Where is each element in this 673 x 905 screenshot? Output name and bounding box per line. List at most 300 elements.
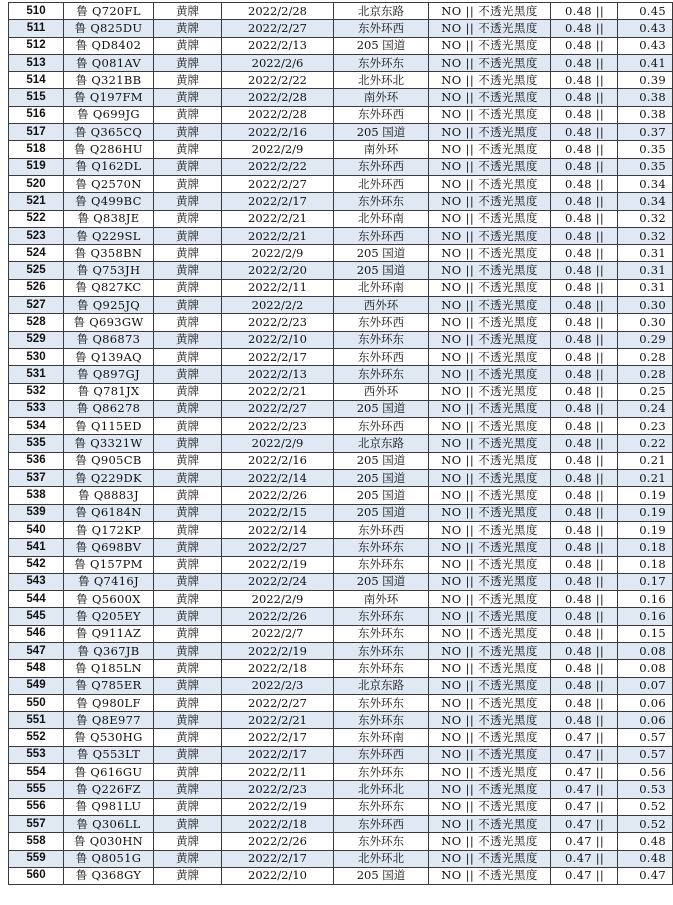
detection-method-cell: NO || 不透光黑度 [429,348,551,365]
plate-color-cell: 黄牌 [154,591,222,608]
row-number-cell: 527 [9,297,64,314]
detection-date-cell: 2022/2/27 [222,694,334,711]
value-measured-cell: 0.31 [618,245,673,262]
value-limit-cell: 0.48 || [551,348,618,365]
detection-method-cell: NO || 不透光黑度 [429,642,551,659]
table-row [9,608,673,625]
detection-method-cell: NO || 不透光黑度 [429,867,551,884]
value-limit-cell: 0.48 || [551,383,618,400]
plate-number-cell: 鲁 Q693GW [64,314,154,331]
location-cell: 北外环北 [334,850,429,867]
plate-color-cell: 黄牌 [154,106,222,123]
value-limit-cell: 0.48 || [551,89,618,106]
detection-method-cell: NO || 不透光黑度 [429,54,551,71]
detection-date-cell: 2022/2/22 [222,72,334,89]
row-number-cell: 542 [9,556,64,573]
plate-number-cell: 鲁 Q530HG [64,729,154,746]
row-number-cell: 514 [9,72,64,89]
plate-color-cell: 黄牌 [154,383,222,400]
row-number-cell: 524 [9,245,64,262]
plate-number-cell: 鲁 Q720FL [64,3,154,20]
location-cell: 北京东路 [334,3,429,20]
detection-method-cell: NO || 不透光黑度 [429,781,551,798]
value-limit-cell: 0.48 || [551,366,618,383]
detection-method-cell: NO || 不透光黑度 [429,245,551,262]
detection-method-cell: NO || 不透光黑度 [429,141,551,158]
value-limit-cell: 0.48 || [551,106,618,123]
plate-number-cell: 鲁 Q699JG [64,106,154,123]
location-cell: 北京东路 [334,677,429,694]
value-limit-cell: 0.48 || [551,20,618,37]
row-number-cell: 512 [9,37,64,54]
location-cell: 205 国道 [334,470,429,487]
detection-method-cell: NO || 不透光黑度 [429,314,551,331]
plate-color-cell: 黄牌 [154,20,222,37]
value-limit-cell: 0.47 || [551,867,618,884]
location-cell: 东外环东 [334,694,429,711]
detection-method-cell: NO || 不透光黑度 [429,521,551,538]
detection-method-cell: NO || 不透光黑度 [429,694,551,711]
value-limit-cell: 0.47 || [551,850,618,867]
table-row [9,781,673,798]
value-limit-cell: 0.48 || [551,660,618,677]
detection-date-cell: 2022/2/19 [222,798,334,815]
detection-date-cell: 2022/2/22 [222,158,334,175]
value-limit-cell: 0.48 || [551,158,618,175]
row-number-cell: 534 [9,418,64,435]
row-number-cell: 543 [9,573,64,590]
plate-number-cell: 鲁 Q115ED [64,418,154,435]
detection-method-cell: NO || 不透光黑度 [429,106,551,123]
value-measured-cell: 0.52 [618,815,673,832]
table-row [9,227,673,244]
table-row [9,314,673,331]
value-measured-cell: 0.21 [618,470,673,487]
value-measured-cell: 0.57 [618,729,673,746]
plate-color-cell: 黄牌 [154,539,222,556]
row-number-cell: 521 [9,193,64,210]
table-row [9,383,673,400]
table-row [9,124,673,141]
table-row [9,833,673,850]
detection-date-cell: 2022/2/21 [222,210,334,227]
plate-number-cell: 鲁 Q5600X [64,591,154,608]
location-cell: 东外环东 [334,660,429,677]
value-limit-cell: 0.48 || [551,175,618,192]
plate-number-cell: 鲁 Q321BB [64,72,154,89]
location-cell: 北外环南 [334,279,429,296]
detection-date-cell: 2022/2/23 [222,314,334,331]
table-row [9,418,673,435]
detection-method-cell: NO || 不透光黑度 [429,175,551,192]
location-cell: 205 国道 [334,245,429,262]
table-row [9,677,673,694]
table-row [9,815,673,832]
table-row [9,694,673,711]
value-measured-cell: 0.47 [618,867,673,884]
value-limit-cell: 0.48 || [551,625,618,642]
detection-date-cell: 2022/2/11 [222,764,334,781]
detection-method-cell: NO || 不透光黑度 [429,37,551,54]
value-limit-cell: 0.48 || [551,539,618,556]
location-cell: 东外环西 [334,746,429,763]
row-number-cell: 544 [9,591,64,608]
value-limit-cell: 0.48 || [551,54,618,71]
location-cell: 205 国道 [334,504,429,521]
detection-date-cell: 2022/2/14 [222,521,334,538]
value-measured-cell: 0.35 [618,158,673,175]
plate-number-cell: 鲁 Q197FM [64,89,154,106]
value-limit-cell: 0.47 || [551,798,618,815]
table-row [9,850,673,867]
plate-color-cell: 黄牌 [154,400,222,417]
value-measured-cell: 0.35 [618,141,673,158]
location-cell: 东外环西 [334,815,429,832]
plate-color-cell: 黄牌 [154,193,222,210]
detection-date-cell: 2022/2/11 [222,279,334,296]
location-cell: 205 国道 [334,262,429,279]
value-measured-cell: 0.32 [618,210,673,227]
table-row [9,279,673,296]
row-number-cell: 556 [9,798,64,815]
row-number-cell: 515 [9,89,64,106]
plate-number-cell: 鲁 Q827KC [64,279,154,296]
plate-number-cell: 鲁 Q229SL [64,227,154,244]
location-cell: 西外环 [334,383,429,400]
plate-number-cell: 鲁 Q753JH [64,262,154,279]
plate-number-cell: 鲁 Q911AZ [64,625,154,642]
location-cell: 北外环南 [334,210,429,227]
plate-color-cell: 黄牌 [154,833,222,850]
detection-date-cell: 2022/2/13 [222,37,334,54]
detection-method-cell: NO || 不透光黑度 [429,279,551,296]
value-measured-cell: 0.18 [618,556,673,573]
row-number-cell: 531 [9,366,64,383]
value-measured-cell: 0.53 [618,781,673,798]
plate-number-cell: 鲁 Q8883J [64,487,154,504]
value-measured-cell: 0.48 [618,833,673,850]
plate-color-cell: 黄牌 [154,746,222,763]
row-number-cell: 550 [9,694,64,711]
value-measured-cell: 0.43 [618,37,673,54]
detection-date-cell: 2022/2/26 [222,608,334,625]
detection-method-cell: NO || 不透光黑度 [429,400,551,417]
plate-number-cell: 鲁 Q226FZ [64,781,154,798]
detection-method-cell: NO || 不透光黑度 [429,262,551,279]
plate-color-cell: 黄牌 [154,297,222,314]
value-measured-cell: 0.37 [618,124,673,141]
detection-date-cell: 2022/2/6 [222,54,334,71]
plate-color-cell: 黄牌 [154,677,222,694]
row-number-cell: 549 [9,677,64,694]
location-cell: 东外环西 [334,158,429,175]
table-row [9,141,673,158]
detection-date-cell: 2022/2/27 [222,539,334,556]
location-cell: 东外环东 [334,625,429,642]
plate-color-cell: 黄牌 [154,781,222,798]
detection-method-cell: NO || 不透光黑度 [429,729,551,746]
detection-method-cell: NO || 不透光黑度 [429,366,551,383]
row-number-cell: 555 [9,781,64,798]
location-cell: 东外环东 [334,642,429,659]
value-limit-cell: 0.48 || [551,141,618,158]
row-number-cell: 545 [9,608,64,625]
table-row [9,867,673,884]
detection-date-cell: 2022/2/21 [222,227,334,244]
value-limit-cell: 0.48 || [551,712,618,729]
value-limit-cell: 0.48 || [551,608,618,625]
location-cell: 东外环西 [334,348,429,365]
value-measured-cell: 0.57 [618,746,673,763]
plate-number-cell: 鲁 Q825DU [64,20,154,37]
table-row [9,504,673,521]
location-cell: 东外环东 [334,833,429,850]
value-measured-cell: 0.25 [618,383,673,400]
location-cell: 东外环东 [334,366,429,383]
plate-color-cell: 黄牌 [154,158,222,175]
location-cell: 东外环西 [334,20,429,37]
row-number-cell: 530 [9,348,64,365]
value-measured-cell: 0.08 [618,660,673,677]
detection-method-cell: NO || 不透光黑度 [429,470,551,487]
value-measured-cell: 0.16 [618,608,673,625]
detection-date-cell: 2022/2/9 [222,435,334,452]
location-cell: 205 国道 [334,487,429,504]
plate-number-cell: 鲁 Q86278 [64,400,154,417]
location-cell: 东外环东 [334,539,429,556]
value-measured-cell: 0.41 [618,54,673,71]
value-measured-cell: 0.07 [618,677,673,694]
value-measured-cell: 0.19 [618,521,673,538]
detection-date-cell: 2022/2/9 [222,245,334,262]
table-row [9,297,673,314]
location-cell: 东外环西 [334,418,429,435]
detection-date-cell: 2022/2/3 [222,677,334,694]
table-row [9,331,673,348]
row-number-cell: 554 [9,764,64,781]
table-row [9,193,673,210]
row-number-cell: 553 [9,746,64,763]
detection-method-cell: NO || 不透光黑度 [429,815,551,832]
detection-method-cell: NO || 不透光黑度 [429,746,551,763]
value-limit-cell: 0.48 || [551,556,618,573]
value-limit-cell: 0.48 || [551,279,618,296]
table-row [9,660,673,677]
value-measured-cell: 0.18 [618,539,673,556]
value-measured-cell: 0.38 [618,106,673,123]
value-measured-cell: 0.34 [618,175,673,192]
detection-method-cell: NO || 不透光黑度 [429,210,551,227]
detection-method-cell: NO || 不透光黑度 [429,764,551,781]
location-cell: 东外环东 [334,798,429,815]
plate-number-cell: 鲁 Q306LL [64,815,154,832]
detection-method-cell: NO || 不透光黑度 [429,124,551,141]
row-number-cell: 536 [9,452,64,469]
location-cell: 205 国道 [334,400,429,417]
table-row [9,3,673,20]
location-cell: 东外环东 [334,712,429,729]
location-cell: 北外环北 [334,781,429,798]
plate-number-cell: 鲁 Q229DK [64,470,154,487]
detection-date-cell: 2022/2/18 [222,815,334,832]
plate-color-cell: 黄牌 [154,37,222,54]
row-number-cell: 510 [9,3,64,20]
location-cell: 东外环西 [334,106,429,123]
plate-number-cell: 鲁 Q185LN [64,660,154,677]
value-measured-cell: 0.06 [618,712,673,729]
value-limit-cell: 0.48 || [551,3,618,20]
plate-color-cell: 黄牌 [154,245,222,262]
row-number-cell: 532 [9,383,64,400]
plate-number-cell: 鲁 Q553LT [64,746,154,763]
value-limit-cell: 0.47 || [551,833,618,850]
row-number-cell: 557 [9,815,64,832]
value-measured-cell: 0.24 [618,400,673,417]
plate-number-cell: 鲁 Q162DL [64,158,154,175]
table-row [9,262,673,279]
detection-method-cell: NO || 不透光黑度 [429,660,551,677]
location-cell: 205 国道 [334,573,429,590]
row-number-cell: 522 [9,210,64,227]
plate-number-cell: 鲁 Q139AQ [64,348,154,365]
plate-color-cell: 黄牌 [154,556,222,573]
value-limit-cell: 0.47 || [551,764,618,781]
table-row [9,539,673,556]
value-measured-cell: 0.52 [618,798,673,815]
plate-color-cell: 黄牌 [154,418,222,435]
table-row [9,556,673,573]
location-cell: 东外环南 [334,729,429,746]
plate-number-cell: 鲁 Q8E977 [64,712,154,729]
table-row [9,20,673,37]
value-limit-cell: 0.48 || [551,262,618,279]
plate-color-cell: 黄牌 [154,72,222,89]
table-row [9,591,673,608]
plate-color-cell: 黄牌 [154,262,222,279]
detection-date-cell: 2022/2/17 [222,193,334,210]
plate-number-cell: 鲁 Q897GJ [64,366,154,383]
plate-color-cell: 黄牌 [154,470,222,487]
location-cell: 东外环西 [334,314,429,331]
plate-number-cell: 鲁 Q980LF [64,694,154,711]
plate-color-cell: 黄牌 [154,314,222,331]
value-measured-cell: 0.43 [618,20,673,37]
detection-date-cell: 2022/2/2 [222,297,334,314]
detection-method-cell: NO || 不透光黑度 [429,227,551,244]
value-limit-cell: 0.48 || [551,694,618,711]
detection-method-cell: NO || 不透光黑度 [429,297,551,314]
value-limit-cell: 0.48 || [551,400,618,417]
plate-number-cell: 鲁 Q905CB [64,452,154,469]
value-measured-cell: 0.28 [618,366,673,383]
value-limit-cell: 0.47 || [551,815,618,832]
value-limit-cell: 0.48 || [551,193,618,210]
value-measured-cell: 0.32 [618,227,673,244]
plate-color-cell: 黄牌 [154,124,222,141]
value-measured-cell: 0.21 [618,452,673,469]
detection-date-cell: 2022/2/9 [222,141,334,158]
location-cell: 北外环北 [334,72,429,89]
row-number-cell: 559 [9,850,64,867]
detection-date-cell: 2022/2/21 [222,712,334,729]
table-row [9,746,673,763]
detection-date-cell: 2022/2/21 [222,383,334,400]
plate-number-cell: 鲁 Q8051G [64,850,154,867]
value-limit-cell: 0.47 || [551,746,618,763]
value-limit-cell: 0.47 || [551,781,618,798]
plate-color-cell: 黄牌 [154,141,222,158]
plate-color-cell: 黄牌 [154,452,222,469]
plate-number-cell: 鲁 Q157PM [64,556,154,573]
value-limit-cell: 0.48 || [551,573,618,590]
plate-color-cell: 黄牌 [154,815,222,832]
detection-date-cell: 2022/2/10 [222,331,334,348]
row-number-cell: 519 [9,158,64,175]
plate-color-cell: 黄牌 [154,210,222,227]
records-table [8,2,673,885]
row-number-cell: 558 [9,833,64,850]
value-measured-cell: 0.28 [618,348,673,365]
plate-number-cell: 鲁 Q030HN [64,833,154,850]
detection-date-cell: 2022/2/27 [222,400,334,417]
detection-method-cell: NO || 不透光黑度 [429,383,551,400]
plate-number-cell: 鲁 Q358BN [64,245,154,262]
row-number-cell: 518 [9,141,64,158]
row-number-cell: 513 [9,54,64,71]
table-row [9,72,673,89]
row-number-cell: 528 [9,314,64,331]
detection-method-cell: NO || 不透光黑度 [429,608,551,625]
table-row [9,210,673,227]
value-measured-cell: 0.17 [618,573,673,590]
value-limit-cell: 0.48 || [551,37,618,54]
detection-method-cell: NO || 不透光黑度 [429,556,551,573]
detection-date-cell: 2022/2/28 [222,3,334,20]
row-number-cell: 540 [9,521,64,538]
location-cell: 北京东路 [334,435,429,452]
plate-number-cell: 鲁 Q698BV [64,539,154,556]
value-limit-cell: 0.48 || [551,210,618,227]
value-limit-cell: 0.48 || [551,504,618,521]
table-row [9,400,673,417]
detection-date-cell: 2022/2/16 [222,124,334,141]
detection-date-cell: 2022/2/20 [222,262,334,279]
table-row [9,106,673,123]
detection-method-cell: NO || 不透光黑度 [429,539,551,556]
table-row [9,573,673,590]
plate-number-cell: 鲁 Q6184N [64,504,154,521]
detection-date-cell: 2022/2/17 [222,850,334,867]
value-limit-cell: 0.48 || [551,470,618,487]
table-row [9,521,673,538]
table-row [9,54,673,71]
location-cell: 南外环 [334,591,429,608]
value-limit-cell: 0.48 || [551,331,618,348]
location-cell: 东外环东 [334,331,429,348]
row-number-cell: 551 [9,712,64,729]
plate-color-cell: 黄牌 [154,3,222,20]
row-number-cell: 523 [9,227,64,244]
row-number-cell: 525 [9,262,64,279]
detection-method-cell: NO || 不透光黑度 [429,504,551,521]
location-cell: 东外环西 [334,227,429,244]
detection-date-cell: 2022/2/16 [222,452,334,469]
plate-color-cell: 黄牌 [154,764,222,781]
plate-number-cell: 鲁 Q838JE [64,210,154,227]
plate-number-cell: 鲁 Q367JB [64,642,154,659]
detection-method-cell: NO || 不透光黑度 [429,193,551,210]
plate-number-cell: 鲁 Q368GY [64,867,154,884]
